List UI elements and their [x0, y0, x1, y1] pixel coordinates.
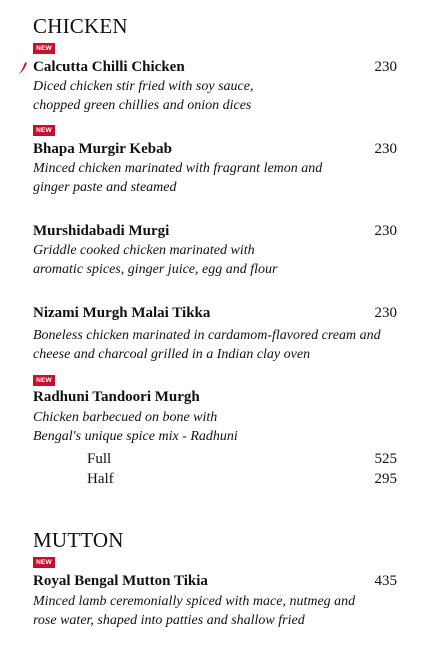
item-description: Griddle cooked chicken marinated with	[33, 243, 255, 258]
new-badge: NEW	[33, 43, 55, 54]
item-name: Nizami Murgh Malai Tikka	[33, 305, 211, 321]
variant-price: 525	[374, 451, 397, 467]
variant-price: 295	[374, 471, 397, 487]
item-price: 435	[374, 573, 397, 589]
item-name: Murshidabadi Murgi	[33, 223, 170, 239]
item-price: 230	[374, 59, 397, 75]
new-badge: NEW	[33, 557, 55, 568]
item-description: rose water, shaped into patties and shallow fried	[33, 613, 305, 628]
variant-label: Half	[87, 471, 114, 487]
item-price: 230	[374, 305, 397, 321]
item-name: Bhapa Murgir Kebab	[33, 141, 172, 157]
new-badge: NEW	[33, 375, 55, 386]
item-description: Minced lamb ceremonially spiced with mace, nutmeg and	[33, 594, 356, 609]
item-price: 230	[374, 141, 397, 157]
item-description: Chicken barbecued on bone with	[33, 410, 218, 425]
item-description: cheese and charcoal grilled in a Indian clay oven	[33, 347, 311, 362]
section-title-chicken: CHICKEN	[33, 14, 128, 38]
item-name: Calcutta Chilli Chicken	[33, 59, 185, 75]
item-description: Bengal's unique spice mix - Radhuni	[33, 429, 238, 444]
item-description: Boneless chicken marinated in cardamom-flavored cream and	[33, 328, 381, 343]
section-title-mutton: MUTTON	[33, 528, 124, 552]
chili-icon	[17, 61, 29, 75]
item-description: ginger paste and steamed	[33, 180, 177, 195]
item-name: Radhuni Tandoori Murgh	[33, 389, 200, 405]
item-description: Minced chicken marinated with fragrant lemon and	[33, 161, 323, 176]
variant-label: Full	[87, 451, 112, 467]
item-price: 230	[374, 223, 397, 239]
item-name: Royal Bengal Mutton Tikia	[33, 573, 208, 589]
new-badge: NEW	[33, 125, 55, 136]
item-description: aromatic spices, ginger juice, egg and flour	[33, 262, 278, 277]
item-description: Diced chicken stir fried with soy sauce,	[33, 79, 254, 94]
item-description: chopped green chillies and onion dices	[33, 98, 252, 113]
